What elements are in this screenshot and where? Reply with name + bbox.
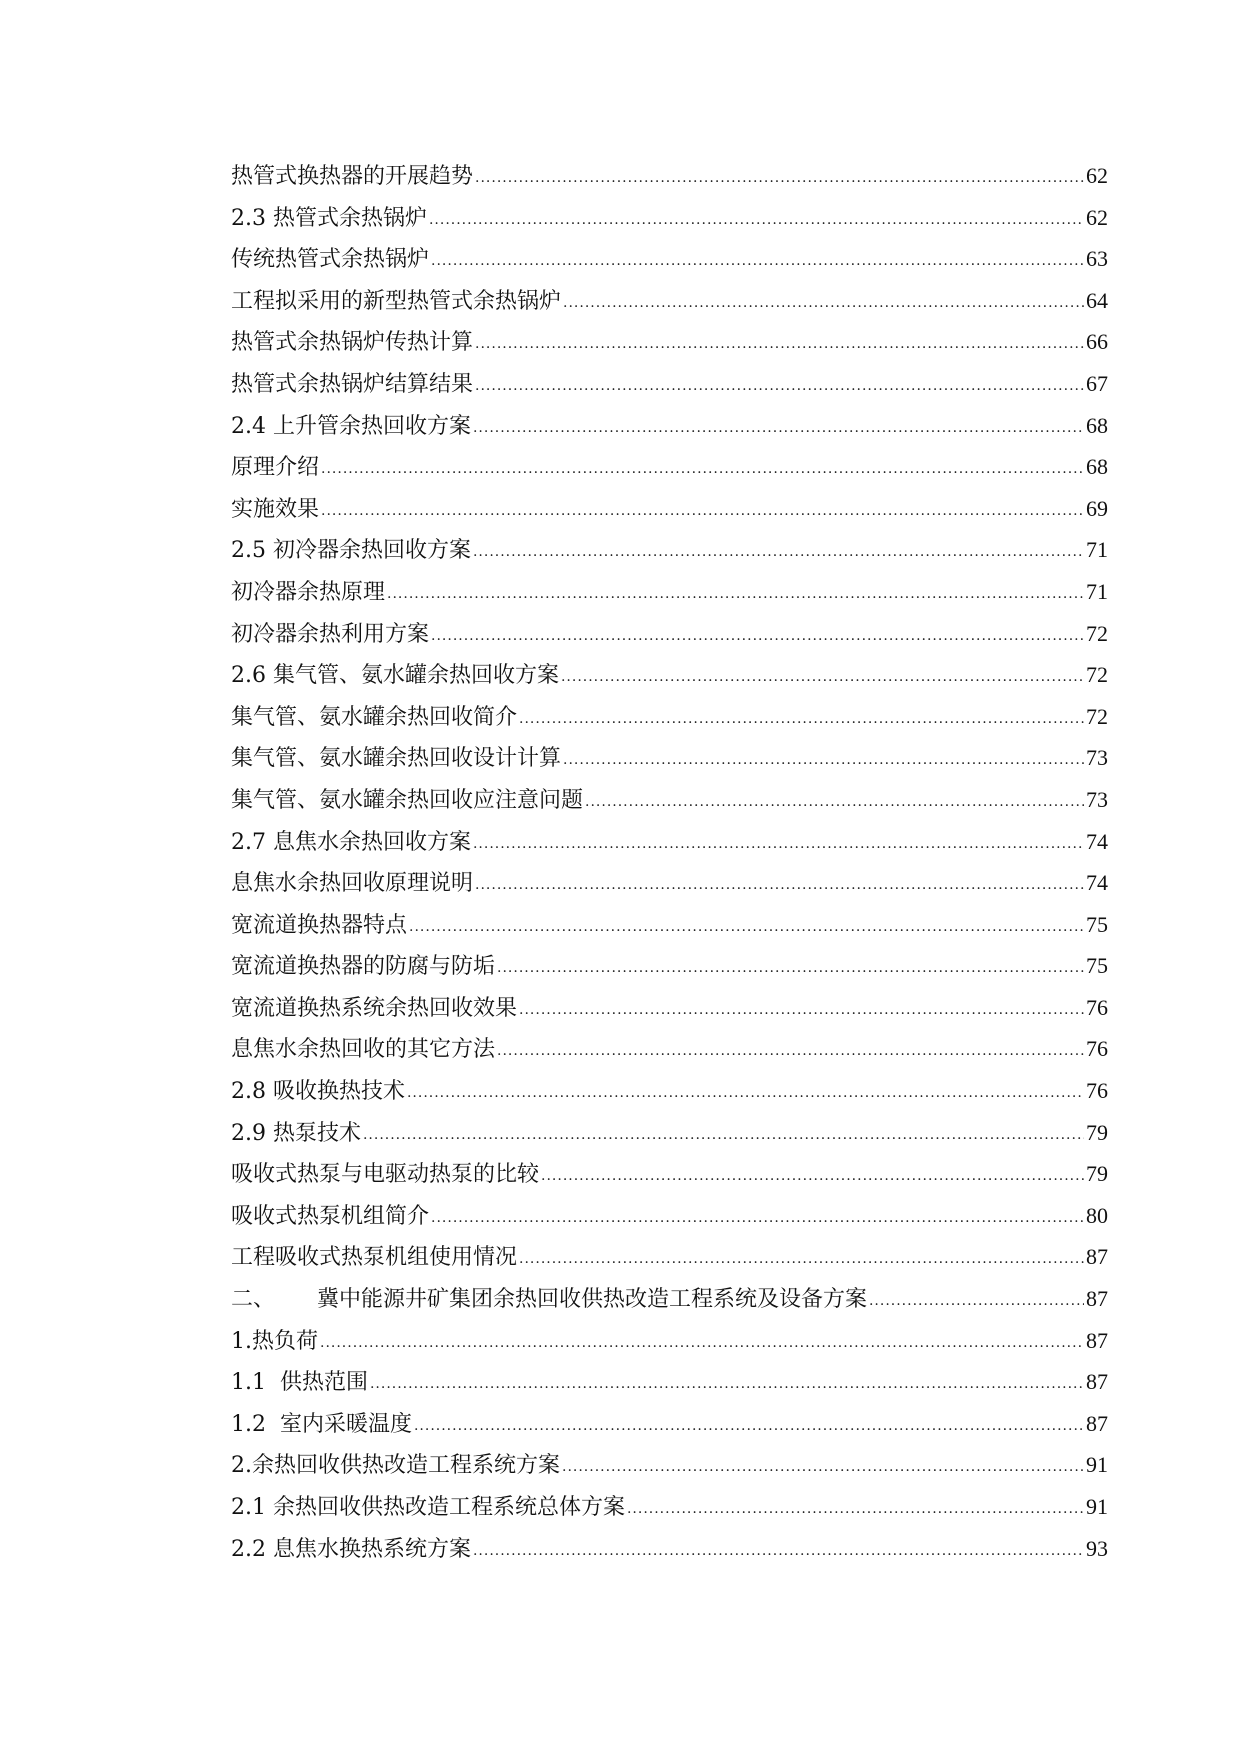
toc-entry[interactable] bbox=[231, 1028, 1108, 1070]
toc-entry-page-number: 72 bbox=[1086, 662, 1108, 688]
toc-entry[interactable] bbox=[231, 321, 1108, 363]
toc-entry-page-number: 72 bbox=[1086, 620, 1108, 646]
toc-entry-page-number: 87 bbox=[1086, 1327, 1108, 1353]
toc-entry[interactable] bbox=[231, 280, 1108, 322]
toc-entry-title: 2.5 初冷器余热回收方案 bbox=[231, 538, 471, 564]
toc-entry-title: 吸收式热泵机组简介 bbox=[231, 1203, 430, 1229]
toc-entry-page-number: 87 bbox=[1086, 1369, 1108, 1395]
dot-leader bbox=[475, 865, 1084, 907]
toc-entry-title: 2.4 上升管余热回收方案 bbox=[231, 413, 471, 439]
toc-entry[interactable] bbox=[231, 363, 1108, 405]
toc-entry[interactable] bbox=[231, 1278, 1108, 1320]
dot-leader bbox=[475, 366, 1084, 408]
dot-leader bbox=[497, 948, 1084, 990]
toc-entry-title: 息焦水余热回收的其它方法 bbox=[231, 1037, 496, 1063]
toc-entry-title: 1.2 室内采暖温度 bbox=[231, 1411, 412, 1437]
dot-leader bbox=[473, 532, 1084, 574]
toc-entry-title: 宽流道换热系统余热回收效果 bbox=[231, 995, 518, 1021]
toc-entry-title: 息焦水余热回收原理说明 bbox=[231, 871, 474, 897]
toc-entry[interactable] bbox=[231, 1153, 1108, 1195]
toc-entry-page-number: 68 bbox=[1086, 412, 1108, 438]
toc-entry-title: 集气管、氨水罐余热回收简介 bbox=[231, 704, 518, 730]
toc-entry[interactable] bbox=[231, 654, 1108, 696]
dot-leader bbox=[409, 907, 1084, 949]
toc-entry-page-number: 63 bbox=[1086, 246, 1108, 272]
dot-leader bbox=[431, 241, 1084, 283]
toc-entry[interactable] bbox=[231, 1195, 1108, 1237]
toc-entry-page-number: 91 bbox=[1086, 1494, 1108, 1519]
toc-entry[interactable] bbox=[231, 529, 1108, 571]
dot-leader bbox=[475, 158, 1084, 200]
toc-entry-page-number: 68 bbox=[1086, 454, 1108, 480]
toc-entry-page-number: 76 bbox=[1086, 994, 1108, 1020]
toc-entry-page-number: 71 bbox=[1086, 537, 1108, 563]
dot-leader bbox=[431, 616, 1084, 658]
dot-leader bbox=[387, 574, 1084, 616]
toc-entry[interactable] bbox=[231, 488, 1108, 530]
dot-leader bbox=[321, 449, 1084, 491]
toc-entry[interactable] bbox=[231, 197, 1108, 239]
toc-entry-title: 2.余热回收供热改造工程系统方案 bbox=[231, 1453, 560, 1479]
toc-entry-page-number: 76 bbox=[1086, 1078, 1108, 1104]
toc-entry[interactable] bbox=[231, 821, 1108, 863]
toc-entry[interactable] bbox=[231, 904, 1108, 946]
dot-leader bbox=[363, 1115, 1084, 1157]
toc-entry-page-number: 75 bbox=[1086, 911, 1108, 937]
toc-entry[interactable] bbox=[231, 696, 1108, 738]
toc-entry-page-number: 71 bbox=[1086, 578, 1108, 604]
toc-entry-title: 集气管、氨水罐余热回收应注意问题 bbox=[231, 787, 584, 813]
dot-leader bbox=[320, 1323, 1084, 1365]
toc-entry-page-number: 67 bbox=[1086, 370, 1108, 396]
toc-entry-page-number: 62 bbox=[1086, 163, 1108, 188]
toc-entry-page-number: 87 bbox=[1086, 1410, 1108, 1436]
toc-entry-title: 吸收式热泵与电驱动热泵的比较 bbox=[231, 1162, 540, 1188]
toc-entry-page-number: 87 bbox=[1086, 1244, 1108, 1270]
dot-leader bbox=[519, 990, 1084, 1032]
dot-leader bbox=[429, 200, 1084, 242]
toc-entry-title: 2.3 热管式余热锅炉 bbox=[231, 205, 427, 231]
dot-leader bbox=[869, 1281, 1084, 1323]
toc-entry-title: 集气管、氨水罐余热回收设计计算 bbox=[231, 746, 562, 772]
dot-leader bbox=[563, 740, 1084, 782]
toc-entry-title: 宽流道换热器的防腐与防垢 bbox=[231, 954, 496, 980]
toc-entry[interactable] bbox=[231, 1112, 1108, 1154]
toc-entry-title: 工程吸收式热泵机组使用情况 bbox=[231, 1245, 518, 1271]
toc-entry-page-number: 73 bbox=[1086, 745, 1108, 771]
toc-entry-title: 2.6 集气管、氨水罐余热回收方案 bbox=[231, 663, 559, 689]
toc-entry[interactable] bbox=[231, 446, 1108, 488]
toc-entry-title: 初冷器余热利用方案 bbox=[231, 621, 430, 647]
toc-entry-title: 热管式余热锅炉传热计算 bbox=[231, 330, 474, 356]
dot-leader bbox=[562, 1447, 1084, 1489]
toc-entry[interactable] bbox=[231, 405, 1108, 447]
toc-entry[interactable] bbox=[231, 1444, 1108, 1486]
toc-entry[interactable] bbox=[231, 1486, 1108, 1528]
toc-entry-page-number: 76 bbox=[1086, 1036, 1108, 1062]
dot-leader bbox=[519, 1239, 1084, 1281]
dot-leader bbox=[519, 699, 1084, 741]
toc-entry-page-number: 62 bbox=[1086, 204, 1108, 230]
dot-leader bbox=[627, 1489, 1084, 1531]
toc-entry-page-number: 79 bbox=[1086, 1119, 1108, 1145]
toc-entry-page-number: 75 bbox=[1086, 953, 1108, 979]
toc-entry-title: 宽流道换热器特点 bbox=[231, 912, 408, 938]
toc-entry[interactable] bbox=[231, 1236, 1108, 1278]
toc-entry[interactable] bbox=[231, 238, 1108, 280]
toc-entry-title: 热管式余热锅炉结算结果 bbox=[231, 371, 474, 397]
toc-entry-page-number: 87 bbox=[1086, 1286, 1108, 1312]
toc-entry[interactable] bbox=[231, 862, 1108, 904]
toc-entry-page-number: 74 bbox=[1086, 828, 1108, 854]
toc-entry-title: 初冷器余热原理 bbox=[231, 579, 386, 605]
toc-entry-page-number: 66 bbox=[1086, 329, 1108, 355]
toc-entry[interactable] bbox=[231, 155, 1108, 197]
toc-entry-title: 2.7 息焦水余热回收方案 bbox=[231, 829, 471, 855]
dot-leader bbox=[473, 408, 1084, 450]
toc-entry-title: 实施效果 bbox=[231, 496, 320, 522]
toc-entry-title: 热管式换热器的开展趋势 bbox=[231, 164, 474, 189]
toc-entry[interactable] bbox=[231, 1528, 1108, 1570]
dot-leader bbox=[585, 782, 1084, 824]
dot-leader bbox=[321, 491, 1084, 533]
toc-entry-page-number: 93 bbox=[1086, 1535, 1108, 1561]
dot-leader bbox=[497, 1031, 1084, 1073]
toc-entry[interactable] bbox=[231, 571, 1108, 613]
toc-entry-title: 传统热管式余热锅炉 bbox=[231, 247, 430, 273]
toc-entry[interactable] bbox=[231, 1403, 1108, 1445]
toc-entry-page-number: 79 bbox=[1086, 1161, 1108, 1187]
toc-entry-page-number: 69 bbox=[1086, 495, 1108, 521]
toc-entry-title: 1.热负荷 bbox=[231, 1328, 318, 1354]
toc-entry-title: 2.9 热泵技术 bbox=[231, 1120, 361, 1146]
dot-leader bbox=[541, 1156, 1084, 1198]
toc-entry-page-number: 64 bbox=[1086, 287, 1108, 313]
table-of-contents bbox=[231, 155, 1108, 1569]
toc-entry-title: 2.8 吸收换热技术 bbox=[231, 1079, 405, 1105]
toc-entry-title: 2.2 息焦水换热系统方案 bbox=[231, 1536, 471, 1562]
toc-entry[interactable] bbox=[231, 737, 1108, 779]
dot-leader bbox=[414, 1406, 1084, 1448]
toc-entry[interactable] bbox=[231, 779, 1108, 821]
dot-leader bbox=[370, 1364, 1084, 1406]
toc-entry[interactable] bbox=[231, 987, 1108, 1029]
dot-leader bbox=[473, 1531, 1084, 1573]
toc-entry-page-number: 73 bbox=[1086, 786, 1108, 812]
toc-entry[interactable] bbox=[231, 613, 1108, 655]
toc-entry-page-number: 72 bbox=[1086, 703, 1108, 729]
toc-entry-title: 二、 冀中能源井矿集团余热回收供热改造工程系统及设备方案 bbox=[231, 1287, 867, 1313]
dot-leader bbox=[563, 283, 1084, 325]
toc-entry-page-number: 74 bbox=[1086, 870, 1108, 896]
toc-entry-title: 2.1 余热回收供热改造工程系统总体方案 bbox=[231, 1495, 625, 1520]
toc-entry-title: 工程拟采用的新型热管式余热锅炉 bbox=[231, 288, 562, 314]
dot-leader bbox=[475, 324, 1084, 366]
toc-entry-page-number: 80 bbox=[1086, 1202, 1108, 1228]
toc-entry[interactable] bbox=[231, 1320, 1108, 1362]
toc-entry[interactable] bbox=[231, 1070, 1108, 1112]
toc-entry[interactable] bbox=[231, 945, 1108, 987]
dot-leader bbox=[407, 1073, 1084, 1115]
dot-leader bbox=[473, 824, 1084, 866]
toc-entry[interactable] bbox=[231, 1361, 1108, 1403]
dot-leader bbox=[561, 657, 1084, 699]
toc-entry-title: 原理介绍 bbox=[231, 455, 320, 481]
dot-leader bbox=[431, 1198, 1084, 1240]
toc-entry-page-number: 91 bbox=[1086, 1452, 1108, 1478]
toc-entry-title: 1.1 供热范围 bbox=[231, 1370, 368, 1396]
